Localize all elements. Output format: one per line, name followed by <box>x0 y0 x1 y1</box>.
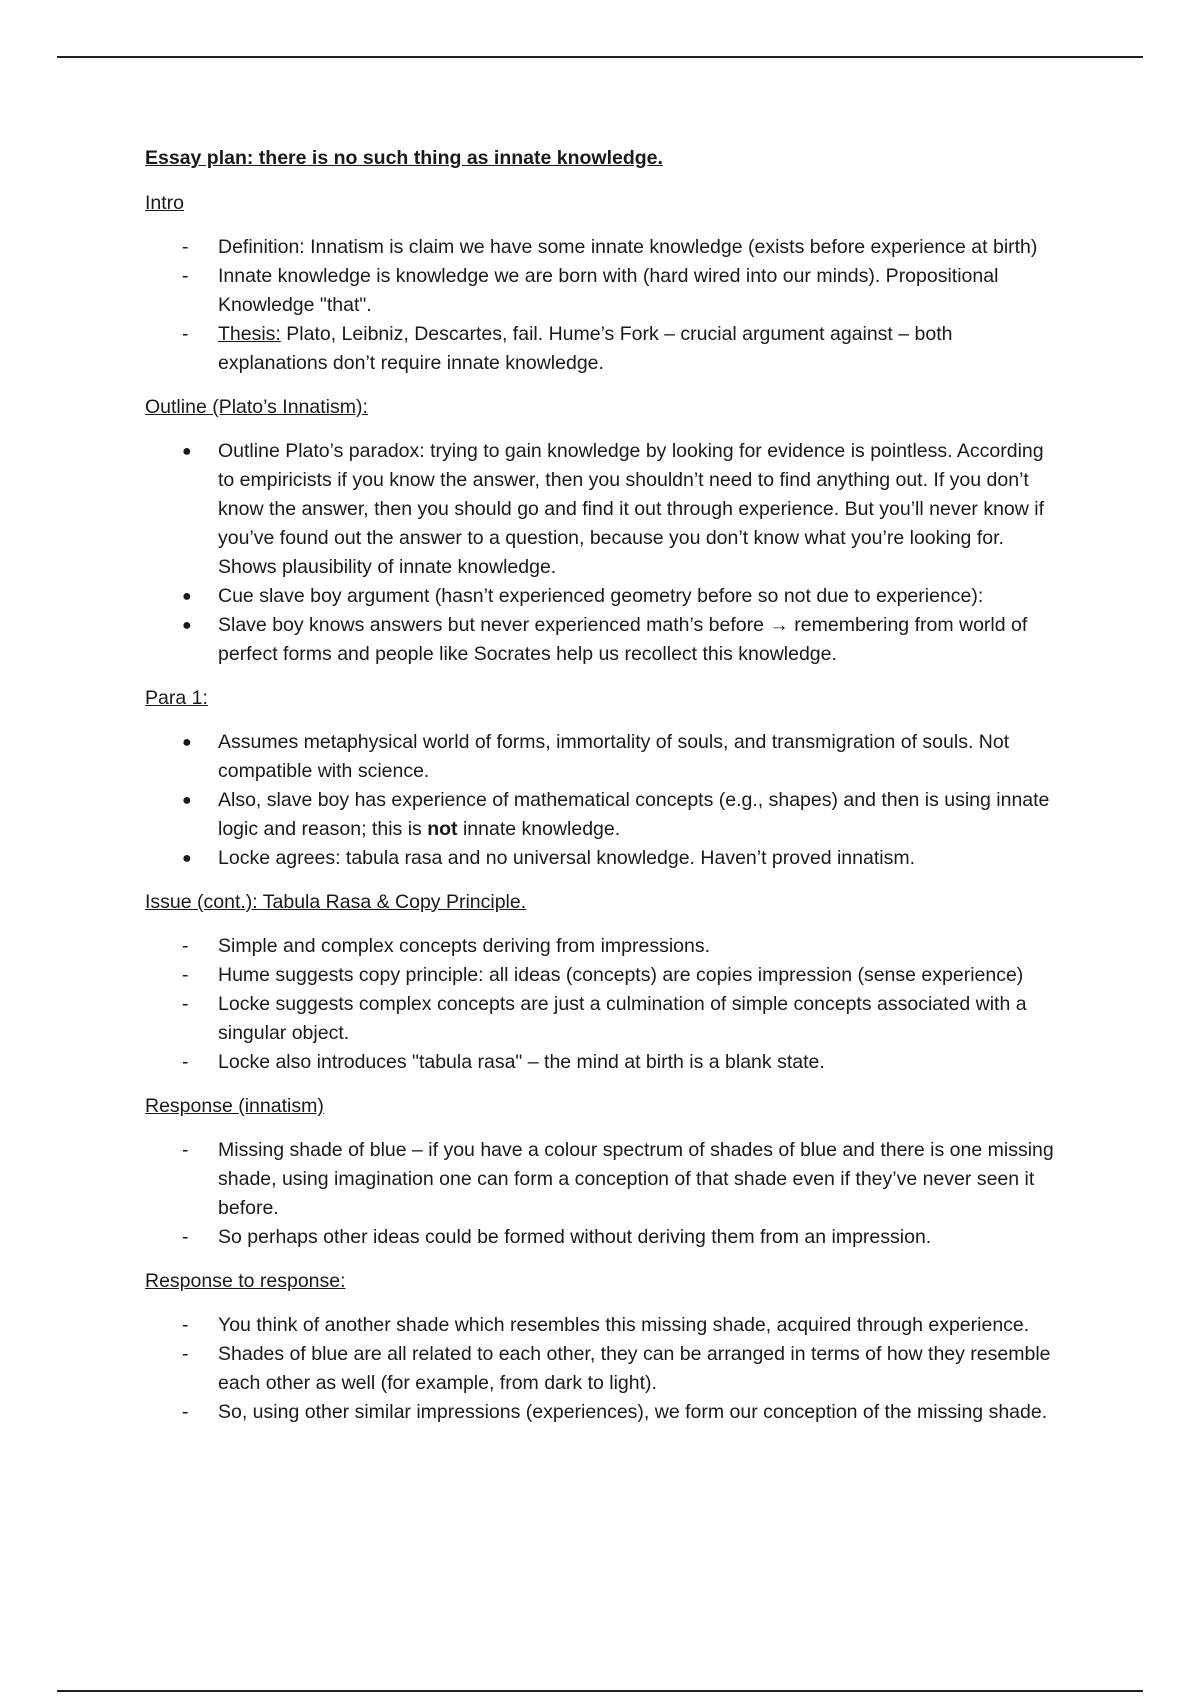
list-item: ● Outline Plato’s paradox: trying to gain knowledge by looking for evidence is pointless. According to empiricists if you know the answer, then you shouldn’t need to find anything out. If you don’t know the answer, then you should go and find it out through experience. But you’ll never know if you’ve found out the answer to a question, because you don’t know what you’re looking for. Shows plausibility of innate knowledge. <box>145 437 1060 582</box>
list-item: - Definition: Innatism is claim we have some innate knowledge (exists before experience at birth) <box>145 233 1060 262</box>
dash-marker: - <box>182 1226 189 1248</box>
dash-marker: - <box>182 1401 189 1423</box>
bullet-marker: ● <box>182 588 192 605</box>
dash-marker: - <box>182 1314 189 1336</box>
bullet-marker: ● <box>182 734 192 751</box>
list-item: - Missing shade of blue – if you have a colour spectrum of shades of blue and there is one missing shade, using imagination one can form a conception of that shade even if they’ve never seen it before. <box>145 1136 1060 1223</box>
bullet-marker: ● <box>182 792 192 809</box>
para1-list <box>145 728 1060 873</box>
dash-marker: - <box>182 964 189 986</box>
list-item: - Locke also introduces "tabula rasa" – the mind at birth is a blank state. <box>145 1048 1060 1077</box>
section-heading-response-to-response: Response to response: <box>145 1270 346 1292</box>
thesis-label: Thesis: <box>218 323 281 345</box>
list-item: - Simple and complex concepts deriving from impressions. <box>145 932 1060 961</box>
page-title: Essay plan: there is no such thing as innate knowledge. <box>145 147 663 169</box>
list-item: - So perhaps other ideas could be formed without deriving them from an impression. <box>145 1223 1060 1252</box>
list-item: ● Slave boy knows answers but never experienced math’s before → remembering from world of perfect forms and people like Socrates help us recollect this knowledge. <box>145 611 1060 669</box>
list-item: - Innate knowledge is knowledge we are born with (hard wired into our minds). Propositional Knowledge "that". <box>145 262 1060 320</box>
dash-marker: - <box>182 1139 189 1161</box>
bullet-marker: ● <box>182 443 192 460</box>
dash-marker: - <box>182 993 189 1015</box>
header-rule <box>57 56 1143 58</box>
issue-list <box>145 932 1060 1077</box>
list-item: - You think of another shade which resembles this missing shade, acquired through experience. <box>145 1311 1060 1340</box>
section-heading-intro: Intro <box>145 192 185 214</box>
section-heading-para1: Para 1: <box>145 687 208 709</box>
section-heading-outline: Outline (Plato’s Innatism): <box>145 396 368 418</box>
section-heading-response: Response (innatism) <box>145 1095 324 1117</box>
dash-marker: - <box>182 265 189 287</box>
response-to-response-list <box>145 1311 1060 1427</box>
list-item: ● Cue slave boy argument (hasn’t experienced geometry before so not due to experience): <box>145 582 1060 611</box>
document-body <box>145 144 1060 1442</box>
dash-marker: - <box>182 935 189 957</box>
list-item: ● Assumes metaphysical world of forms, immortality of souls, and transmigration of souls. Not compatible with science. <box>145 728 1060 786</box>
bullet-marker: ● <box>182 617 192 634</box>
list-item: ● Locke agrees: tabula rasa and no universal knowledge. Haven’t proved innatism. <box>145 844 1060 873</box>
footer-rule <box>57 1690 1143 1692</box>
dash-marker: - <box>182 236 189 258</box>
section-heading-issue: Issue (cont.): Tabula Rasa & Copy Principle. <box>145 891 527 913</box>
list-item: - Shades of blue are all related to each other, they can be arranged in terms of how they resemble each other as well (for example, from dark to light). <box>145 1340 1060 1398</box>
bold-not: not <box>427 818 458 840</box>
bullet-marker: ● <box>182 850 192 867</box>
dash-marker: - <box>182 323 189 345</box>
list-item: - Locke suggests complex concepts are just a culmination of simple concepts associated with a singular object. <box>145 990 1060 1048</box>
list-item: - So, using other similar impressions (experiences), we form our conception of the missing shade. <box>145 1398 1060 1427</box>
outline-list <box>145 437 1060 669</box>
dash-marker: - <box>182 1051 189 1073</box>
response-list <box>145 1136 1060 1252</box>
list-item: - Hume suggests copy principle: all ideas (concepts) are copies impression (sense experience) <box>145 961 1060 990</box>
list-item: ● Also, slave boy has experience of mathematical concepts (e.g., shapes) and then is using innate logic and reason; this is not innate knowledge. <box>145 786 1060 844</box>
dash-marker: - <box>182 1343 189 1365</box>
list-item: - Thesis: Plato, Leibniz, Descartes, fail. Hume’s Fork – crucial argument against – both explanations don’t require innate knowledge. <box>145 320 1060 378</box>
intro-list <box>145 233 1060 378</box>
